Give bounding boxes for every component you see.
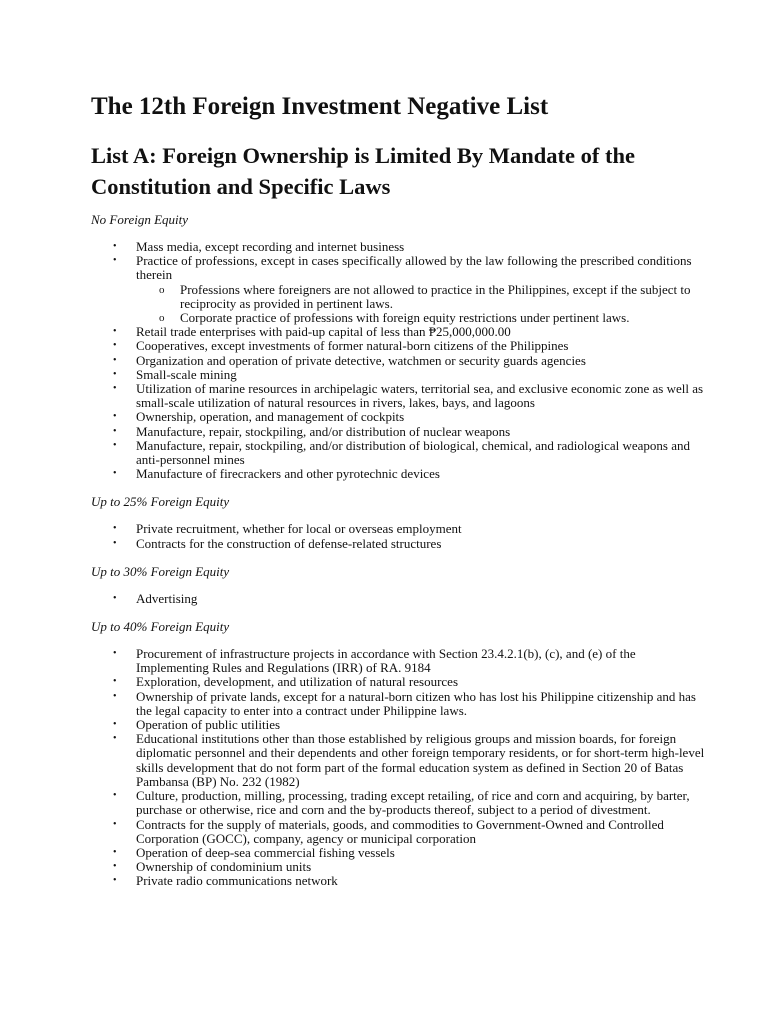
list-item-text: Educational institutions other than those established by religious groups and mission boards, for foreign diplomatic personnel and their dependents and other foreign temporary residents, or for short-term high-level skills development that do not form part of the formal education system as defined in Section 20 of Batas Pambansa (BP) No. 232 (1982): [136, 731, 705, 789]
bullet-icon: •: [113, 719, 117, 731]
list-item-text: Operation of public utilities: [136, 717, 281, 733]
list-item-text: Ownership of condominium units: [136, 859, 312, 875]
list-item: [91, 522, 708, 536]
list-item-text: Contracts for the supply of materials, goods, and commodities to Government-Owned and Controlled Corporation (GOCC), company, agency or municipal corporation: [136, 816, 664, 846]
section-heading: Up to 40% Foreign Equity: [91, 619, 230, 635]
bullet-icon: •: [113, 875, 117, 887]
circle-bullet-icon: o: [159, 312, 165, 325]
list-item: [91, 325, 708, 339]
list-item-text: Practice of professions, except in cases specifically allowed by the law following the prescribed conditions therein: [136, 253, 692, 283]
list-item-text: Contracts for the construction of defense-related structures: [136, 535, 442, 551]
bullet-icon: •: [113, 468, 117, 480]
list-item-text: Retail trade enterprises with paid-up capital of less than ₱25,000,000.00: [136, 324, 511, 340]
list-item-text: Mass media, except recording and internet business: [136, 239, 405, 254]
list-item: [91, 874, 708, 888]
circle-bullet-icon: o: [159, 283, 165, 296]
list-item-text: Manufacture, repair, stockpiling, and/or distribution of nuclear weapons: [136, 423, 511, 439]
list-item: [91, 467, 708, 481]
bullet-icon: •: [113, 523, 117, 535]
bullet-icon: •: [113, 241, 117, 252]
list-item-text: Exploration, development, and utilization of natural resources: [136, 674, 459, 690]
list-item: [91, 354, 708, 368]
list-item: [91, 718, 708, 732]
sub-list-item: [136, 283, 708, 311]
list-item: [91, 439, 708, 467]
list-item-text: Small-scale mining: [136, 366, 237, 382]
bullet-icon: •: [113, 425, 117, 437]
list-item-text: Manufacture, repair, stockpiling, and/or distribution of biological, chemical, and radiological weapons and anti-personnel mines: [136, 437, 690, 468]
bullet-list: [91, 592, 708, 606]
list-item: [91, 732, 708, 789]
list-item-text: Ownership, operation, and management of cockpits: [136, 409, 405, 425]
sub-list-item: [136, 311, 708, 325]
list-item: [91, 339, 708, 353]
bullet-icon: •: [113, 354, 117, 366]
bullet-icon: •: [113, 733, 117, 745]
bullet-icon: •: [113, 648, 117, 660]
sub-list-item-text: Professions where foreigners are not allowed to practice in the Philippines, except if the subject to reciprocity as provided in pertinent laws.: [180, 281, 691, 311]
list-item: [91, 425, 708, 439]
list-item-text: Cooperatives, except investments of former natural-born citizens of the Philippines: [136, 338, 569, 354]
bullet-icon: •: [113, 537, 117, 549]
bullet-icon: •: [113, 690, 117, 702]
bullet-icon: •: [113, 340, 117, 352]
list-item-text: Ownership of private lands, except for a natural-born citizen who has lost his Philippine citizenship and has the legal capacity to enter into a contract under Philippine laws.: [136, 688, 696, 718]
list-item: [91, 789, 708, 817]
list-item: [91, 690, 708, 718]
list-item: [91, 592, 708, 606]
list-item: [91, 254, 708, 325]
bullet-list: [91, 522, 708, 550]
list-item: [91, 410, 708, 424]
list-item: [91, 846, 708, 860]
bullet-icon: •: [113, 846, 117, 858]
bullet-list: [91, 647, 708, 888]
list-item: [91, 818, 708, 846]
list-item-text: Utilization of marine resources in archipelagic waters, territorial sea, and exclusive economic zone as well as small-scale utilization of natural resources in rivers, lakes, bays, and lagoons: [136, 381, 704, 411]
sub-list: [136, 283, 708, 326]
bullet-icon: •: [113, 411, 117, 423]
sub-list-item-text: Corporate practice of professions with foreign equity restrictions under pertinent laws.: [180, 310, 630, 326]
bullet-icon: •: [113, 326, 117, 338]
bullet-icon: •: [113, 790, 117, 802]
bullet-icon: •: [113, 676, 117, 688]
list-item: [91, 537, 708, 551]
bullet-icon: •: [113, 818, 117, 830]
list-item: [91, 382, 708, 410]
list-item-text: Culture, production, milling, processing, trading except retailing, of rice and corn and acquiring, by barter, purchase or otherwise, rice and corn and the by-products thereof, subject to a period of divestment.: [136, 788, 690, 818]
bullet-list: [91, 240, 708, 481]
bullet-icon: •: [113, 592, 117, 604]
list-item: [91, 240, 708, 254]
bullet-icon: •: [113, 861, 117, 873]
document-title: The 12th Foreign Investment Negative List: [91, 93, 549, 120]
list-item-text: Private recruitment, whether for local or overseas employment: [136, 521, 462, 537]
bullet-icon: •: [113, 439, 117, 451]
list-item-text: Procurement of infrastructure projects in accordance with Section 23.4.2.1(b), (c), and (e) of the Implementing Rules and Regulations (IRR) of RA. 9184: [136, 646, 636, 676]
section-heading: Up to 30% Foreign Equity: [91, 563, 230, 579]
list-item: [91, 675, 708, 689]
list-item: [91, 647, 708, 675]
list-item-text: Organization and operation of private detective, watchmen or security guards agencies: [136, 352, 586, 368]
list-item-text: Private radio communications network: [136, 873, 338, 889]
bullet-icon: •: [113, 368, 117, 380]
bullet-icon: •: [113, 255, 117, 267]
section-heading: Up to 25% Foreign Equity: [91, 494, 230, 510]
list-item-text: Advertising: [136, 590, 198, 606]
section-heading: No Foreign Equity: [91, 212, 189, 227]
list-item-text: Manufacture of firecrackers and other pyrotechnic devices: [136, 466, 440, 482]
list-item: [91, 368, 708, 382]
list-item-text: Operation of deep-sea commercial fishing vessels: [136, 844, 395, 860]
sections-container: [91, 212, 708, 889]
list-item: [91, 860, 708, 874]
list-a-title: List A: Foreign Ownership is Limited By Mandate of the Constitution and Specific Laws: [91, 143, 635, 199]
bullet-icon: •: [113, 383, 117, 395]
